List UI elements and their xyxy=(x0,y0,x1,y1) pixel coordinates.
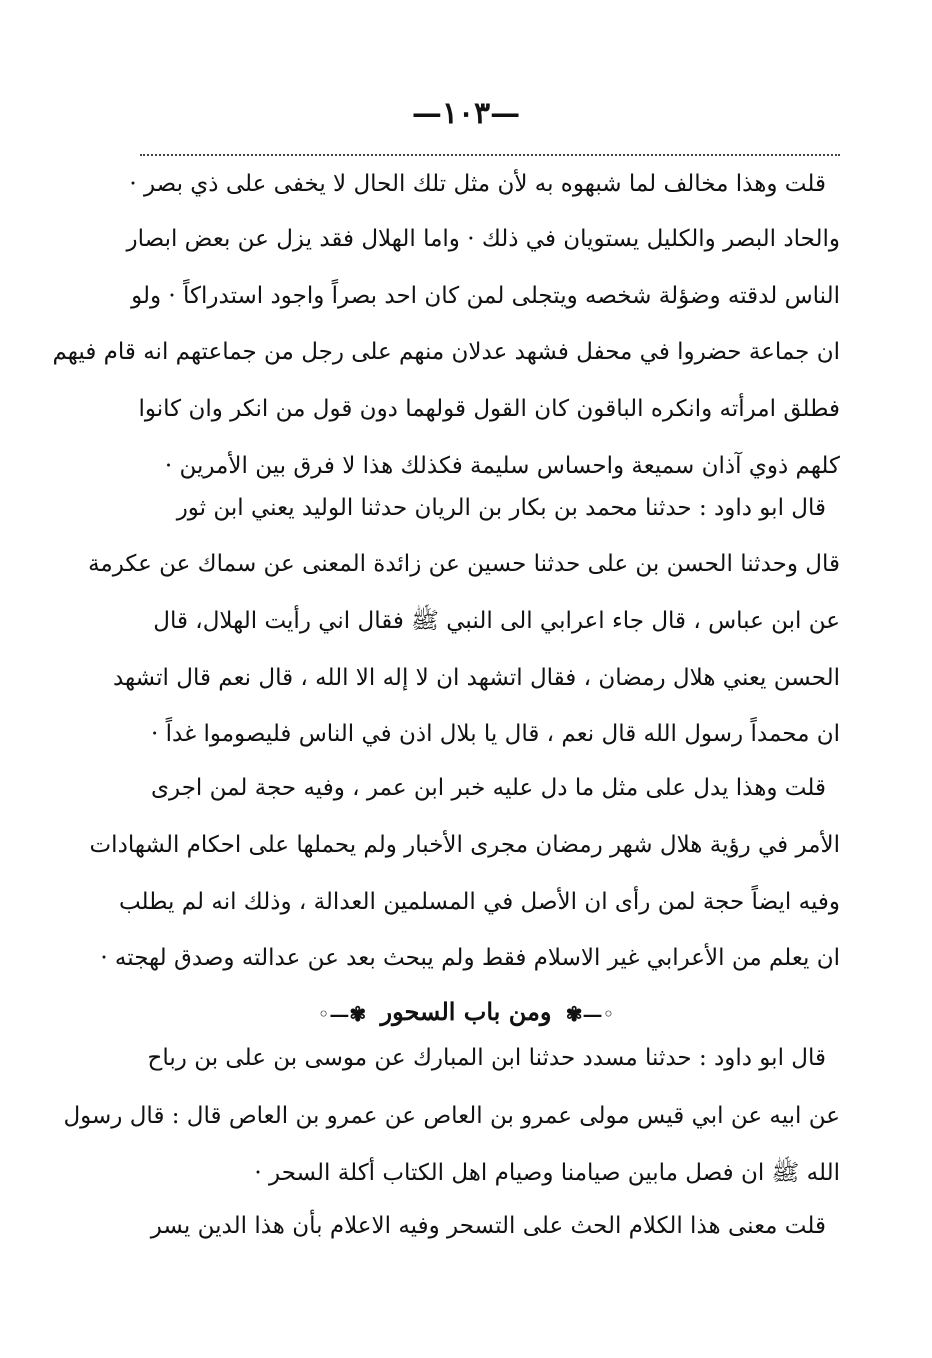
paragraph-3 xyxy=(89,770,840,982)
paragraph-2 xyxy=(88,490,840,760)
text-line: الحسن يعني هلال رمضان ، فقال اتشهد ان لا إله الا الله ، قال نعم قال اتشهد xyxy=(112,665,840,691)
ornament-left-icon: ✾—◦ xyxy=(317,1001,367,1026)
text-line: قلت وهذا يدل على مثل ما دل عليه خبر ابن عمر ، وفيه حجة لمن اجرى xyxy=(151,775,826,801)
text-line: كلهم ذوي آذان سميعة واحساس سليمة فكذلك هذا لا فرق بين الأمرين · xyxy=(164,453,840,479)
header-divider xyxy=(140,154,840,156)
paragraph-4 xyxy=(63,1040,840,1190)
paragraph-5 xyxy=(150,1208,840,1248)
section-heading xyxy=(0,994,932,1032)
ornament-right-icon: ◦—✾ xyxy=(565,1001,615,1026)
text-line: الناس لدقته وضؤلة شخصه ويتجلى لمن كان احد بصراً واجود استدراكاً · ولو xyxy=(131,283,840,309)
text-line: ان يعلم من الأعرابي غير الاسلام فقط ولم يبحث بعد عن عدالته وصدق لهجته · xyxy=(100,945,840,971)
text-line: قلت معنى هذا الكلام الحث على التسحر وفيه الاعلام بأن هذا الدين يسر xyxy=(150,1213,826,1239)
text-line: قلت وهذا مخالف لما شبهوه به لأن مثل تلك الحال لا يخفى على ذي بصر · xyxy=(129,171,826,197)
page-number: —١٠٣— xyxy=(411,96,521,131)
text-line: عن ابن عباس ، قال جاء اعرابي الى النبي ﷺ فقال اني رأيت الهلال، قال xyxy=(153,608,840,634)
text-line: ان جماعة حضروا في محفل فشهد عدلان منهم على رجل من جماعتهم انه قام فيهم xyxy=(52,339,840,365)
text-line: ان محمداً رسول الله قال نعم ، قال يا بلال اذن في الناس فليصوموا غداً · xyxy=(151,721,840,747)
text-line: الأمر في رؤية هلال شهر رمضان مجرى الأخبار ولم يحملها على احكام الشهادات xyxy=(89,832,840,858)
text-line: والحاد البصر والكليل يستويان في ذلك · واما الهلال فقد يزل عن بعض ابصار xyxy=(126,226,840,252)
text-line: قال ابو داود : حدثنا مسدد حدثنا ابن المبارك عن موسى بن على بن رباح xyxy=(147,1045,826,1071)
paragraph-1 xyxy=(52,166,840,490)
text-line: فطلق امرأته وانكره الباقون كان القول قولهما دون قول من انكر وان كانوا xyxy=(138,396,840,422)
section-heading-title: ومن باب السحور xyxy=(380,997,552,1026)
text-line: وفيه ايضاً حجة لمن رأى ان الأصل في المسلمين العدالة ، وذلك انه لم يطلب xyxy=(118,889,840,915)
text-line: الله ﷺ ان فصل مابين صيامنا وصيام اهل الكتاب أكلة السحر · xyxy=(254,1160,840,1186)
text-line: قال ابو داود : حدثنا محمد بن بكار بن الريان حدثنا الوليد يعني ابن ثور xyxy=(176,495,826,521)
text-line: قال وحدثنا الحسن بن على حدثنا حسين عن زائدة المعنى عن سماك عن عكرمة xyxy=(88,551,840,577)
text-line: عن ابيه عن ابي قيس مولى عمرو بن العاص عن عمرو بن العاص قال : قال رسول xyxy=(63,1103,840,1129)
